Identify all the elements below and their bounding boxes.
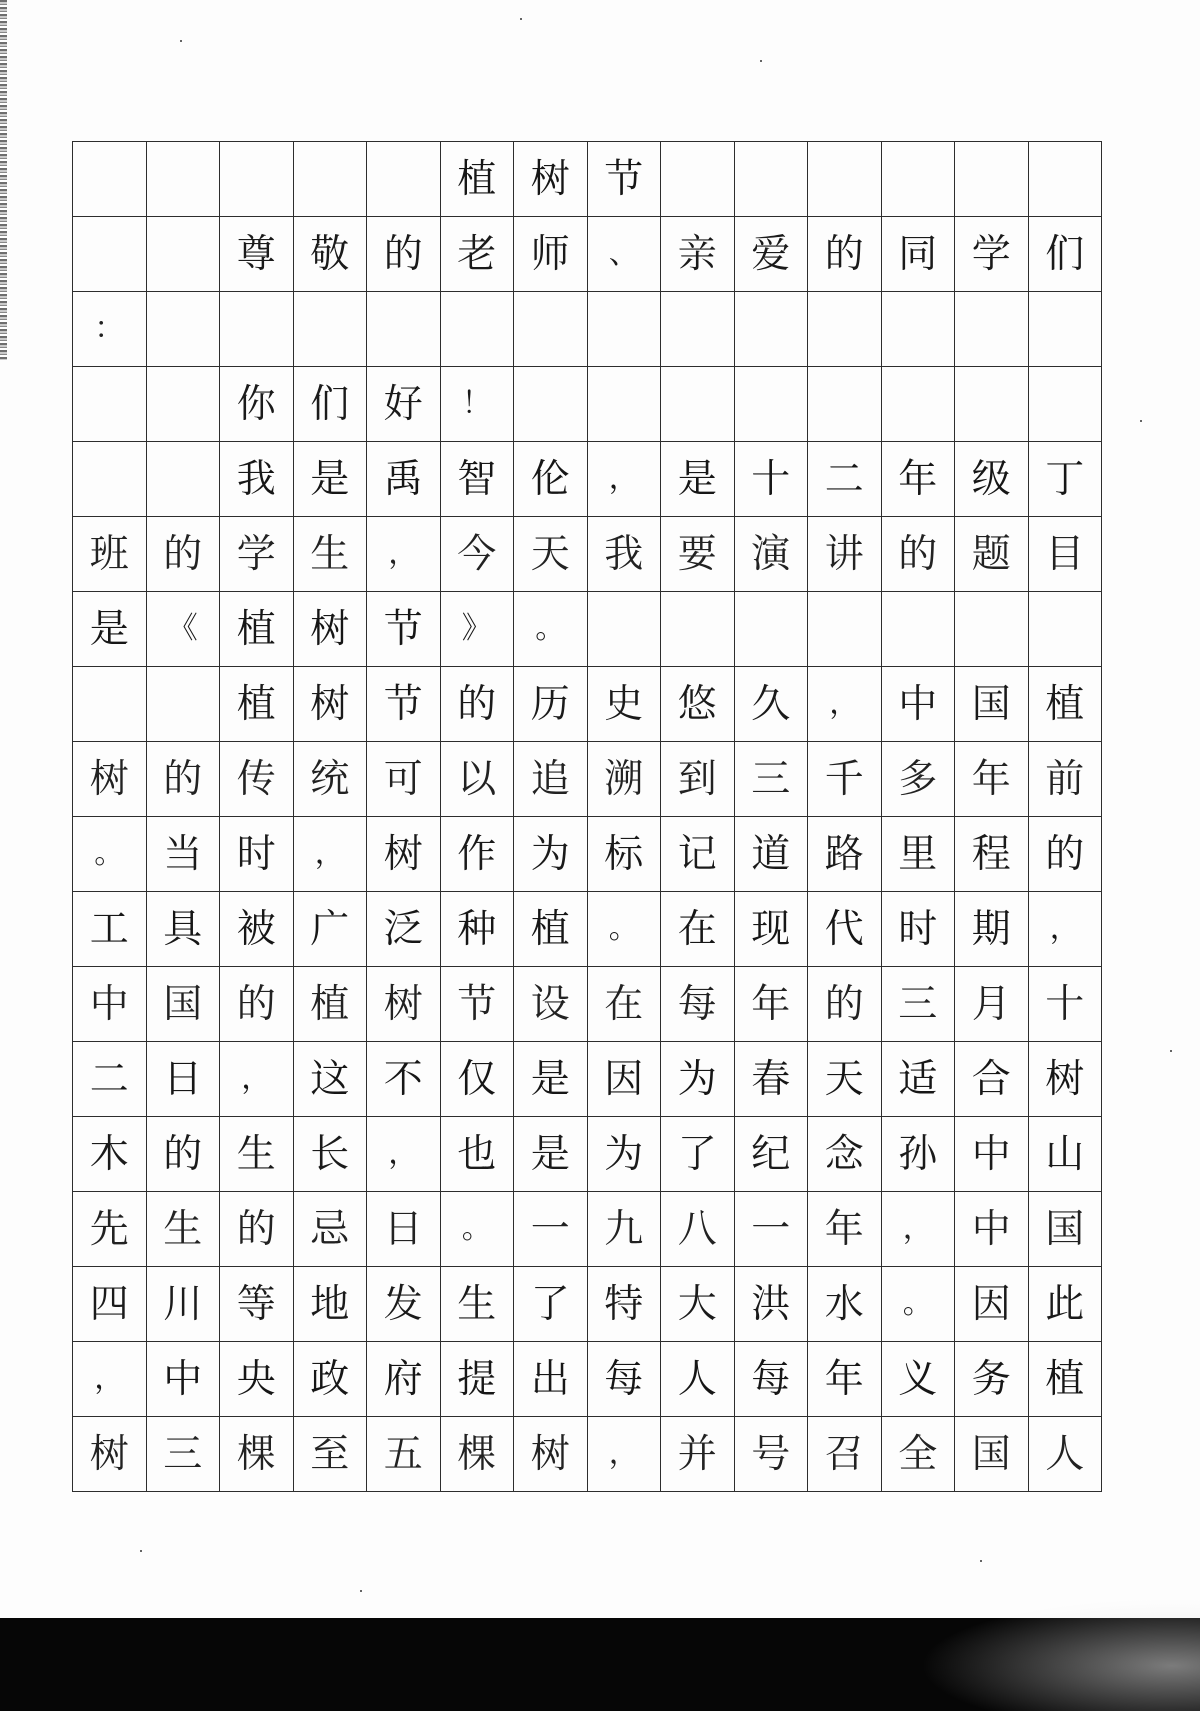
grid-cell: 提 <box>440 1342 514 1417</box>
grid-cell: 天 <box>808 1042 882 1117</box>
grid-row <box>73 517 1102 592</box>
grid-cell: 好 <box>367 367 441 442</box>
grid-row <box>73 967 1102 1042</box>
grid-cell: 一 <box>514 1192 588 1267</box>
grid-cell <box>661 292 735 367</box>
grid-row <box>73 1117 1102 1192</box>
grid-cell: 代 <box>808 892 882 967</box>
grid-cell: ， <box>293 817 367 892</box>
grid-cell: 树 <box>1028 1042 1102 1117</box>
grid-cell <box>146 442 220 517</box>
grid-cell: 人 <box>1028 1417 1102 1492</box>
grid-cell: 树 <box>514 142 588 217</box>
grid-cell: 合 <box>955 1042 1029 1117</box>
grid-cell: 时 <box>881 892 955 967</box>
grid-cell <box>73 142 147 217</box>
grid-cell: 植 <box>220 667 294 742</box>
grid-row <box>73 442 1102 517</box>
grid-cell: 植 <box>440 142 514 217</box>
grid-cell: 每 <box>734 1342 808 1417</box>
grid-cell <box>1028 367 1102 442</box>
grid-cell: 号 <box>734 1417 808 1492</box>
grid-cell <box>734 592 808 667</box>
grid-cell: 树 <box>514 1417 588 1492</box>
grid-cell <box>808 592 882 667</box>
grid-cell: 记 <box>661 817 735 892</box>
grid-cell: 讲 <box>808 517 882 592</box>
speck <box>1140 420 1142 422</box>
grid-cell: 当 <box>146 817 220 892</box>
grid-cell: 的 <box>220 967 294 1042</box>
grid-cell: 前 <box>1028 742 1102 817</box>
grid-cell: 以 <box>440 742 514 817</box>
grid-cell: 日 <box>146 1042 220 1117</box>
grid-cell: 中 <box>73 967 147 1042</box>
grid-cell: 是 <box>293 442 367 517</box>
grid-cell: ， <box>367 517 441 592</box>
grid-cell: 十 <box>734 442 808 517</box>
grid-cell: 智 <box>440 442 514 517</box>
grid-cell: 尊 <box>220 217 294 292</box>
grid-cell: 此 <box>1028 1267 1102 1342</box>
grid-cell: 种 <box>440 892 514 967</box>
grid-row <box>73 667 1102 742</box>
grid-cell <box>661 592 735 667</box>
grid-cell: 特 <box>587 1267 661 1342</box>
grid-cell: 纪 <box>734 1117 808 1192</box>
grid-row <box>73 1042 1102 1117</box>
grid-cell <box>881 592 955 667</box>
grid-cell: 题 <box>955 517 1029 592</box>
grid-cell <box>220 292 294 367</box>
grid-cell: 设 <box>514 967 588 1042</box>
grid-cell: 我 <box>220 442 294 517</box>
grid-cell: 为 <box>661 1042 735 1117</box>
grid-cell: 这 <box>293 1042 367 1117</box>
grid-cell: 被 <box>220 892 294 967</box>
grid-row <box>73 1342 1102 1417</box>
grid-cell: 春 <box>734 1042 808 1117</box>
grid-cell <box>881 367 955 442</box>
grid-cell <box>661 142 735 217</box>
grid-cell: 出 <box>514 1342 588 1417</box>
grid-cell: 二 <box>808 442 882 517</box>
grid-cell: 树 <box>367 967 441 1042</box>
grid-cell: 生 <box>220 1117 294 1192</box>
grid-cell: 里 <box>881 817 955 892</box>
grid-cell: 年 <box>808 1192 882 1267</box>
grid-cell: 川 <box>146 1267 220 1342</box>
grid-cell: 全 <box>881 1417 955 1492</box>
grid-cell: 作 <box>440 817 514 892</box>
grid-cell: 了 <box>514 1267 588 1342</box>
grid-cell: 年 <box>955 742 1029 817</box>
grid-cell: 国 <box>146 967 220 1042</box>
grid-cell: 是 <box>661 442 735 517</box>
grid-cell: ， <box>367 1117 441 1192</box>
grid-cell: 史 <box>587 667 661 742</box>
grid-cell: 树 <box>73 1417 147 1492</box>
grid-cell <box>293 292 367 367</box>
grid-cell: 因 <box>587 1042 661 1117</box>
grid-cell: ， <box>73 1342 147 1417</box>
grid-cell: 时 <box>220 817 294 892</box>
grid-cell: 悠 <box>661 667 735 742</box>
grid-cell: ， <box>1028 892 1102 967</box>
grid-cell: 们 <box>293 367 367 442</box>
grid-cell: 、 <box>587 217 661 292</box>
grid-cell <box>734 367 808 442</box>
grid-cell <box>514 367 588 442</box>
grid-cell: 目 <box>1028 517 1102 592</box>
grid-row <box>73 892 1102 967</box>
grid-cell: 的 <box>808 967 882 1042</box>
grid-cell: 生 <box>440 1267 514 1342</box>
grid-cell: 的 <box>1028 817 1102 892</box>
grid-cell <box>73 442 147 517</box>
grid-cell: 召 <box>808 1417 882 1492</box>
grid-cell: 。 <box>587 892 661 967</box>
grid-cell <box>146 667 220 742</box>
grid-cell: ！ <box>440 367 514 442</box>
grid-cell <box>955 142 1029 217</box>
grid-cell: 多 <box>881 742 955 817</box>
grid-cell: 。 <box>440 1192 514 1267</box>
grid-cell <box>367 292 441 367</box>
grid-cell: 每 <box>587 1342 661 1417</box>
grid-cell: 具 <box>146 892 220 967</box>
grid-cell: 适 <box>881 1042 955 1117</box>
grid-cell: 的 <box>146 1117 220 1192</box>
grid-cell: 三 <box>881 967 955 1042</box>
grid-cell <box>808 292 882 367</box>
grid-cell <box>367 142 441 217</box>
grid-cell: 历 <box>514 667 588 742</box>
grid-cell <box>1028 142 1102 217</box>
grid-cell: 敬 <box>293 217 367 292</box>
scan-edge-artifact <box>0 0 7 360</box>
grid-cell: 老 <box>440 217 514 292</box>
grid-cell: 五 <box>367 1417 441 1492</box>
grid-cell: 溯 <box>587 742 661 817</box>
grid-cell: 爱 <box>734 217 808 292</box>
grid-cell: 生 <box>146 1192 220 1267</box>
grid-cell <box>808 142 882 217</box>
grid-cell: 节 <box>367 667 441 742</box>
grid-cell: ， <box>881 1192 955 1267</box>
grid-cell: 节 <box>440 967 514 1042</box>
grid-row <box>73 292 1102 367</box>
grid-cell <box>734 292 808 367</box>
grid-cell <box>587 592 661 667</box>
grid-cell: 树 <box>367 817 441 892</box>
grid-cell: 期 <box>955 892 1029 967</box>
grid-cell: 《 <box>146 592 220 667</box>
grid-cell: 日 <box>367 1192 441 1267</box>
grid-cell: 植 <box>514 892 588 967</box>
grid-cell <box>73 217 147 292</box>
speck <box>360 1590 362 1592</box>
grid-cell: 忌 <box>293 1192 367 1267</box>
grid-cell: 等 <box>220 1267 294 1342</box>
grid-row <box>73 1417 1102 1492</box>
grid-cell <box>146 367 220 442</box>
grid-cell: 人 <box>661 1342 735 1417</box>
grid-cell: 水 <box>808 1267 882 1342</box>
grid-cell: 中 <box>955 1117 1029 1192</box>
grid-cell <box>514 292 588 367</box>
grid-cell: 务 <box>955 1342 1029 1417</box>
grid-cell: 我 <box>587 517 661 592</box>
grid-cell: 二 <box>73 1042 147 1117</box>
grid-row <box>73 217 1102 292</box>
scan-noise-patch <box>920 1598 1200 1711</box>
grid-cell: 为 <box>587 1117 661 1192</box>
grid-cell: 追 <box>514 742 588 817</box>
grid-cell: 久 <box>734 667 808 742</box>
grid-cell: 山 <box>1028 1117 1102 1192</box>
speck <box>980 1560 982 1562</box>
grid-cell: 中 <box>881 667 955 742</box>
grid-cell: ， <box>587 1417 661 1492</box>
grid-cell: 植 <box>1028 1342 1102 1417</box>
speck <box>140 1550 142 1552</box>
grid-cell: 广 <box>293 892 367 967</box>
grid-cell: 棵 <box>440 1417 514 1492</box>
grid-cell: 》 <box>440 592 514 667</box>
grid-cell: 工 <box>73 892 147 967</box>
grid-cell: 地 <box>293 1267 367 1342</box>
grid-cell: 级 <box>955 442 1029 517</box>
grid-cell: ， <box>220 1042 294 1117</box>
grid-cell <box>1028 592 1102 667</box>
grid-row <box>73 817 1102 892</box>
grid-cell: 生 <box>293 517 367 592</box>
grid-cell: 八 <box>661 1192 735 1267</box>
grid-cell: 标 <box>587 817 661 892</box>
grid-cell: 至 <box>293 1417 367 1492</box>
grid-cell: 植 <box>220 592 294 667</box>
grid-cell <box>881 142 955 217</box>
grid-cell: 现 <box>734 892 808 967</box>
grid-cell <box>808 367 882 442</box>
speck <box>760 60 762 62</box>
grid-cell <box>146 292 220 367</box>
grid-cell: 发 <box>367 1267 441 1342</box>
grid-cell: 国 <box>955 667 1029 742</box>
grid-cell <box>220 142 294 217</box>
grid-cell: 每 <box>661 967 735 1042</box>
grid-cell: 政 <box>293 1342 367 1417</box>
grid-cell: 三 <box>146 1417 220 1492</box>
grid-cell: 是 <box>514 1117 588 1192</box>
grid-cell: 十 <box>1028 967 1102 1042</box>
grid-cell: 三 <box>734 742 808 817</box>
grid-cell: 不 <box>367 1042 441 1117</box>
grid-cell: 伦 <box>514 442 588 517</box>
grid-cell: 的 <box>220 1192 294 1267</box>
grid-cell <box>955 292 1029 367</box>
grid-cell: 泛 <box>367 892 441 967</box>
grid-cell: 要 <box>661 517 735 592</box>
grid-cell: 路 <box>808 817 882 892</box>
grid-cell: 孙 <box>881 1117 955 1192</box>
grid-cell: 师 <box>514 217 588 292</box>
grid-cell: 植 <box>293 967 367 1042</box>
grid-cell: 的 <box>881 517 955 592</box>
grid-row <box>73 142 1102 217</box>
grid-cell: 义 <box>881 1342 955 1417</box>
grid-cell: 的 <box>146 742 220 817</box>
grid-cell: 洪 <box>734 1267 808 1342</box>
grid-cell: 。 <box>514 592 588 667</box>
grid-cell <box>440 292 514 367</box>
grid-cell <box>1028 292 1102 367</box>
grid-cell: 今 <box>440 517 514 592</box>
grid-cell: 央 <box>220 1342 294 1417</box>
grid-cell: 中 <box>146 1342 220 1417</box>
grid-cell <box>146 217 220 292</box>
grid-cell <box>955 592 1029 667</box>
grid-cell: 树 <box>293 592 367 667</box>
grid-cell: 年 <box>881 442 955 517</box>
grid-cell: ， <box>587 442 661 517</box>
grid-cell: 道 <box>734 817 808 892</box>
grid-cell: 统 <box>293 742 367 817</box>
grid-cell: 天 <box>514 517 588 592</box>
grid-cell: 树 <box>73 742 147 817</box>
grid-cell: 木 <box>73 1117 147 1192</box>
grid-cell: 是 <box>514 1042 588 1117</box>
grid-cell: 到 <box>661 742 735 817</box>
grid-cell <box>293 142 367 217</box>
grid-cell: 年 <box>734 967 808 1042</box>
grid-cell: 传 <box>220 742 294 817</box>
speck <box>1170 1050 1172 1052</box>
grid-cell: 在 <box>661 892 735 967</box>
composition-grid <box>72 141 1102 1492</box>
grid-cell: 国 <box>1028 1192 1102 1267</box>
grid-cell: 程 <box>955 817 1029 892</box>
grid-row <box>73 1267 1102 1342</box>
grid-cell: 亲 <box>661 217 735 292</box>
grid-cell: ， <box>808 667 882 742</box>
grid-cell: 同 <box>881 217 955 292</box>
grid-cell <box>955 367 1029 442</box>
grid-row <box>73 367 1102 442</box>
grid-cell: 府 <box>367 1342 441 1417</box>
grid-cell <box>73 667 147 742</box>
grid-cell <box>661 367 735 442</box>
grid-cell <box>73 367 147 442</box>
grid-cell: 九 <box>587 1192 661 1267</box>
grid-cell: 可 <box>367 742 441 817</box>
grid-cell: 为 <box>514 817 588 892</box>
grid-cell: 仅 <box>440 1042 514 1117</box>
grid-cell: 的 <box>146 517 220 592</box>
grid-cell <box>146 142 220 217</box>
grid-cell: 大 <box>661 1267 735 1342</box>
grid-cell: 也 <box>440 1117 514 1192</box>
grid-cell: 植 <box>1028 667 1102 742</box>
grid-cell: 学 <box>955 217 1029 292</box>
grid-cell: 的 <box>367 217 441 292</box>
grid-cell <box>587 292 661 367</box>
grid-cell: 四 <box>73 1267 147 1342</box>
grid-row <box>73 1192 1102 1267</box>
grid-row <box>73 592 1102 667</box>
speck <box>520 18 522 20</box>
grid-cell: 禹 <box>367 442 441 517</box>
grid-cell: ： <box>73 292 147 367</box>
grid-cell <box>587 367 661 442</box>
grid-cell: 国 <box>955 1417 1029 1492</box>
grid-cell: 演 <box>734 517 808 592</box>
grid-cell: 节 <box>587 142 661 217</box>
grid-cell: 并 <box>661 1417 735 1492</box>
grid-cell: 班 <box>73 517 147 592</box>
grid-cell: 学 <box>220 517 294 592</box>
grid-cell: 的 <box>440 667 514 742</box>
grid-cell: 因 <box>955 1267 1029 1342</box>
grid-cell: 棵 <box>220 1417 294 1492</box>
grid-cell: 。 <box>881 1267 955 1342</box>
grid-cell: 们 <box>1028 217 1102 292</box>
grid-cell: 节 <box>367 592 441 667</box>
grid-cell: 你 <box>220 367 294 442</box>
speck <box>180 40 182 42</box>
grid-cell <box>734 142 808 217</box>
grid-cell: 月 <box>955 967 1029 1042</box>
grid-cell: 的 <box>808 217 882 292</box>
grid-cell: 了 <box>661 1117 735 1192</box>
grid-cell: 念 <box>808 1117 882 1192</box>
grid-cell: 。 <box>73 817 147 892</box>
grid-cell: 树 <box>293 667 367 742</box>
grid-cell: 丁 <box>1028 442 1102 517</box>
grid-cell: 长 <box>293 1117 367 1192</box>
grid-cell: 年 <box>808 1342 882 1417</box>
grid-cell: 千 <box>808 742 882 817</box>
grid-cell: 先 <box>73 1192 147 1267</box>
grid-cell: 在 <box>587 967 661 1042</box>
grid-cell: 中 <box>955 1192 1029 1267</box>
grid-cell: 一 <box>734 1192 808 1267</box>
grid-cell <box>881 292 955 367</box>
grid-cell: 是 <box>73 592 147 667</box>
grid-row <box>73 742 1102 817</box>
